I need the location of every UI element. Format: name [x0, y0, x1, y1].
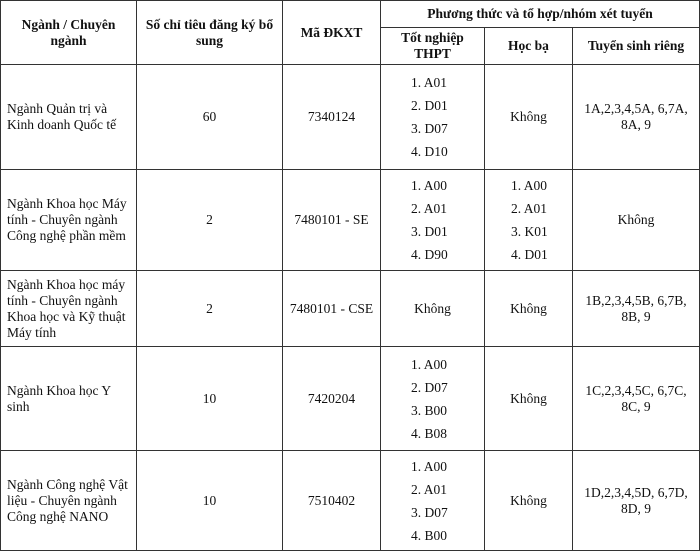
header-transcript: Học bạ	[485, 28, 573, 65]
major-cell: Ngành Công nghệ Vật liệu - Chuyên ngành Công nghệ NANO	[1, 451, 137, 551]
combo-item: 3. D07	[411, 504, 448, 520]
header-code: Mã ĐKXT	[283, 1, 381, 65]
combo-item: 1. A01	[411, 75, 448, 90]
combo-item: 2. A01	[511, 201, 548, 216]
header-graduation: Tốt nghiệp THPT	[381, 28, 485, 65]
combo-item: 3. B00	[411, 402, 448, 418]
quota-cell: 60	[137, 65, 283, 170]
graduation-cell	[381, 451, 485, 551]
code-cell: 7480101 - SE	[283, 170, 381, 271]
header-major: Ngành / Chuyên ngành	[1, 1, 137, 65]
combo-item: 3. D01	[411, 224, 448, 239]
quota-cell: 2	[137, 271, 283, 347]
combo-item: 1. A00	[411, 178, 448, 193]
transcript-cell	[485, 170, 573, 271]
combo-item: 4. B00	[411, 527, 448, 543]
combo-item: 1. A00	[411, 356, 448, 372]
special-cell: 1D,2,3,4,5D, 6,7D, 8D, 9	[573, 451, 700, 551]
major-cell: Ngành Khoa học Máy tính - Chuyên ngành Công nghệ phần mềm	[1, 170, 137, 271]
header-special: Tuyển sinh riêng	[573, 28, 700, 65]
combo-item: 2. A01	[411, 201, 448, 216]
transcript-cell: Không	[485, 65, 573, 170]
combo-item: 3. D07	[411, 121, 448, 136]
table-row	[1, 451, 700, 551]
combo-item: 4. B08	[411, 425, 448, 441]
graduation-cell	[381, 170, 485, 271]
special-cell: 1A,2,3,4,5A, 6,7A, 8A, 9	[573, 65, 700, 170]
graduation-cell	[381, 347, 485, 451]
combo-item: 3. K01	[511, 224, 548, 239]
table-row	[1, 170, 700, 271]
quota-cell: 2	[137, 170, 283, 271]
transcript-cell: Không	[485, 347, 573, 451]
header-quota: Số chỉ tiêu đăng ký bổ sung	[137, 1, 283, 65]
header-methods: Phương thức và tổ hợp/nhóm xét tuyển	[381, 1, 700, 28]
combo-item: 2. A01	[411, 481, 448, 497]
combo-item: 1. A00	[511, 178, 548, 193]
major-cell: Ngành Khoa học Y sinh	[1, 347, 137, 451]
table-row	[1, 347, 700, 451]
special-cell: 1B,2,3,4,5B, 6,7B, 8B, 9	[573, 271, 700, 347]
graduation-cell: Không	[381, 271, 485, 347]
major-cell: Ngành Quản trị và Kinh doanh Quốc tế	[1, 65, 137, 170]
code-cell: 7510402	[283, 451, 381, 551]
transcript-cell: Không	[485, 271, 573, 347]
combo-item: 2. D01	[411, 98, 448, 113]
code-cell: 7340124	[283, 65, 381, 170]
combo-item: 2. D07	[411, 379, 448, 395]
combo-item: 4. D10	[411, 144, 448, 159]
table-row	[1, 271, 700, 347]
graduation-cell	[381, 65, 485, 170]
combo-item: 4. D01	[511, 247, 548, 262]
code-cell: 7480101 - CSE	[283, 271, 381, 347]
table-row	[1, 65, 700, 170]
special-cell: Không	[573, 170, 700, 271]
major-cell: Ngành Khoa học máy tính - Chuyên ngành Khoa học và Kỹ thuật Máy tính	[1, 271, 137, 347]
special-cell: 1C,2,3,4,5C, 6,7C, 8C, 9	[573, 347, 700, 451]
code-cell: 7420204	[283, 347, 381, 451]
combo-item: 4. D90	[411, 247, 448, 262]
transcript-cell: Không	[485, 451, 573, 551]
quota-cell: 10	[137, 347, 283, 451]
combo-item: 1. A00	[411, 458, 448, 474]
quota-cell: 10	[137, 451, 283, 551]
